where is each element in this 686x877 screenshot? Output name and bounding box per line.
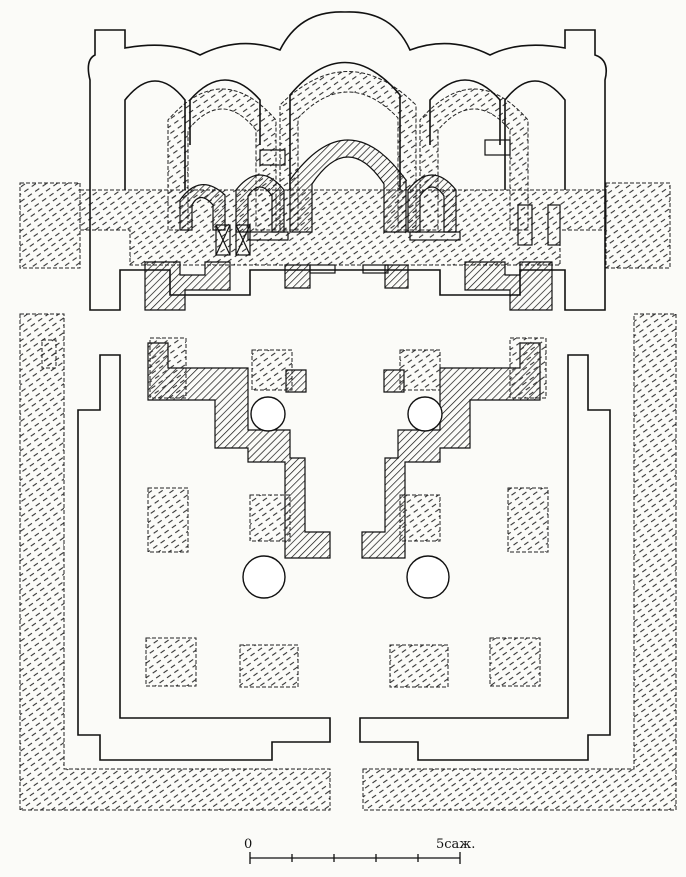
- nave-outline: [78, 355, 610, 760]
- scale-end-label: 5саж.: [436, 837, 476, 852]
- original-walls-nave: [148, 343, 540, 558]
- scale-start-label: 0: [244, 837, 253, 852]
- outer-foundation-hatched: [20, 183, 676, 810]
- scale-bar: [250, 852, 460, 864]
